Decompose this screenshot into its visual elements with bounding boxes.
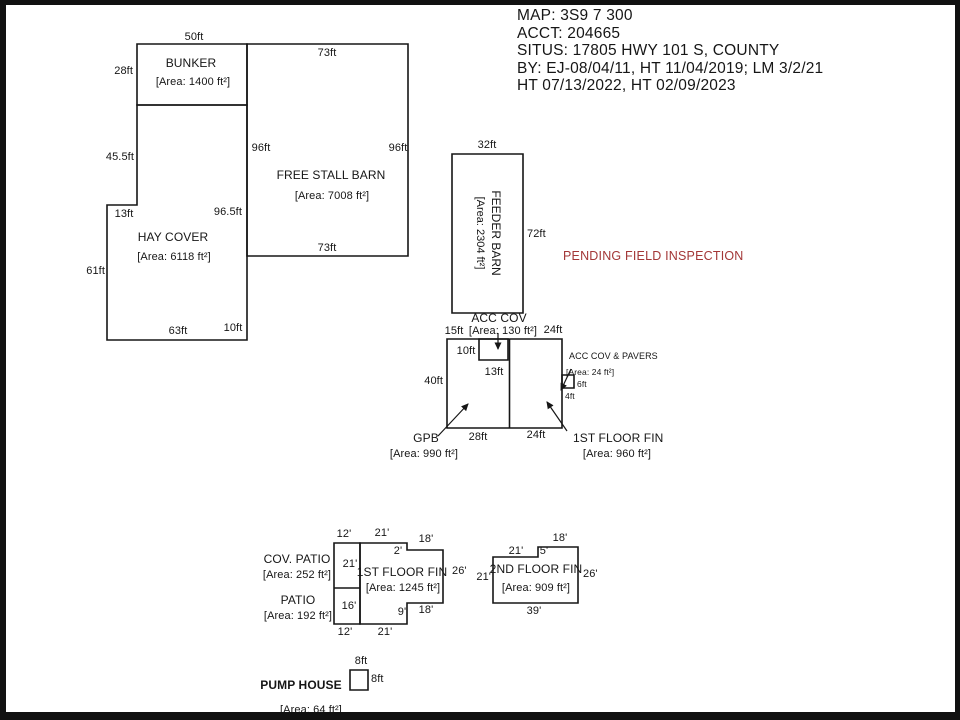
- second-floor-label: 2ND FLOOR FIN: [489, 562, 583, 576]
- house-label: 1ST FLOOR FIN: [356, 565, 448, 579]
- cov-patio-label: COV. PATIO: [263, 552, 331, 566]
- second-floor-dim-step: 5': [539, 545, 549, 557]
- second-floor-dim-bottom: 39': [526, 605, 542, 617]
- bunker-label: BUNKER: [165, 56, 217, 70]
- second-floor-dim-left: 21': [476, 571, 491, 583]
- pavers-label: ACC COV & PAVERS: [569, 351, 658, 361]
- hay-cover-dim-bottom-right: 10ft: [223, 322, 243, 334]
- pump-house-dim-right: 8ft: [371, 673, 384, 685]
- house-dim-bottom: 21': [377, 626, 393, 638]
- header-acct-line: ACCT: 204665: [517, 24, 621, 42]
- acc-cov-dim-height: 10ft: [456, 345, 476, 357]
- hay-cover-dim-lower-left: 61ft: [86, 265, 105, 277]
- barn-dim-bottom: 73ft: [317, 242, 337, 254]
- feeder-barn-rotated-label: [472, 190, 504, 275]
- hay-cover-dim-bottom: 63ft: [168, 325, 188, 337]
- gpb-label: GPB: [413, 431, 439, 445]
- second-floor-dim-right: 26': [583, 568, 598, 580]
- cov-patio-area: [Area: 252 ft²]: [262, 569, 332, 581]
- house-dim-step-bottom: 9': [397, 606, 407, 618]
- first-floor-main-area: [Area: 960 ft²]: [582, 448, 652, 460]
- patio-dim-height: 16': [341, 600, 357, 612]
- barn-dim-top: 73ft: [317, 47, 337, 59]
- hay-cover-label: HAY COVER: [137, 230, 209, 244]
- gpb-area: [Area: 990 ft²]: [389, 448, 459, 460]
- pump-house-label: PUMP HOUSE: [260, 678, 342, 692]
- barn-label: FREE STALL BARN: [276, 168, 386, 182]
- patio-area: [Area: 192 ft²]: [263, 610, 333, 622]
- gpb-dim-left: 40ft: [424, 375, 443, 387]
- pavers-dim-height: 6ft: [577, 379, 587, 389]
- pavers-area: [Area: 24 ft²]: [566, 367, 615, 377]
- feeder-barn-dim-right: 72ft: [527, 228, 546, 240]
- acc-cov-label: ACC COV: [471, 311, 527, 325]
- header-situs-line: SITUS: 17805 HWY 101 S, COUNTY: [517, 42, 780, 59]
- feeder-barn-label: FEEDER BARN: [489, 190, 503, 276]
- house-area: [Area: 1245 ft²]: [365, 582, 441, 594]
- barn-dim-left: 96ft: [251, 142, 271, 154]
- gpb-dim-bottom: 28ft: [468, 431, 488, 443]
- second-floor-dim-top: 18': [552, 532, 568, 544]
- pending-inspection-status: PENDING FIELD INSPECTION: [563, 249, 744, 263]
- house-dim-right: 26': [452, 565, 467, 577]
- barn-dim-right: 96ft: [388, 142, 408, 154]
- bunker-dim-top: 50ft: [184, 31, 204, 43]
- house-dim-step: 2': [393, 545, 403, 557]
- first-floor-main-label: 1ST FLOOR FIN: [573, 431, 664, 445]
- bunker-area: [Area: 1400 ft²]: [155, 76, 231, 88]
- acc-cov-dim-right: 24ft: [543, 324, 563, 336]
- hay-cover-dim-right: 96.5ft: [213, 206, 242, 218]
- cov-patio-dim-top: 12': [336, 528, 352, 540]
- house-dim-top: 21': [374, 527, 390, 539]
- header-ht-line: HT 07/13/2022, HT 02/09/2023: [517, 77, 736, 94]
- patio-dim-bottom: 12': [337, 626, 353, 638]
- header-by-line: BY: EJ-08/04/11, HT 11/04/2019; LM 3/2/21: [517, 59, 824, 77]
- pavers-dim-width: 4ft: [565, 391, 575, 401]
- hay-cover-dim-notch: 13ft: [114, 208, 134, 220]
- acc-cov-area: [Area: 130 ft²]: [468, 325, 538, 337]
- feeder-barn-area: [Area: 2304 ft²]: [474, 196, 486, 270]
- pump-house-area: [Area: 64 ft²]: [280, 704, 342, 716]
- second-floor-area: [Area: 909 ft²]: [501, 582, 571, 594]
- acc-cov-dim-width: 13ft: [484, 366, 504, 378]
- barn-area: [Area: 7008 ft²]: [294, 190, 370, 202]
- house-dim-bottom-right: 18': [418, 604, 434, 616]
- pump-house-dim-top: 8ft: [354, 655, 368, 667]
- acc-cov-dim-left: 15ft: [444, 325, 464, 337]
- header-map-line: MAP: 3S9 7 300: [517, 7, 633, 24]
- cov-patio-dim-height: 21': [342, 558, 358, 570]
- bunker-dim-left: 28ft: [114, 65, 133, 77]
- hay-cover-dim-upper-left: 45.5ft: [105, 151, 134, 163]
- hay-cover-area: [Area: 6118 ft²]: [137, 251, 211, 263]
- patio-label: PATIO: [280, 593, 316, 607]
- feeder-barn-dim-top: 32ft: [477, 139, 497, 151]
- second-floor-dim-top-left: 21': [508, 545, 524, 557]
- house-dim-top-right: 18': [418, 533, 434, 545]
- first-floor-main-dim-bottom: 24ft: [526, 429, 546, 441]
